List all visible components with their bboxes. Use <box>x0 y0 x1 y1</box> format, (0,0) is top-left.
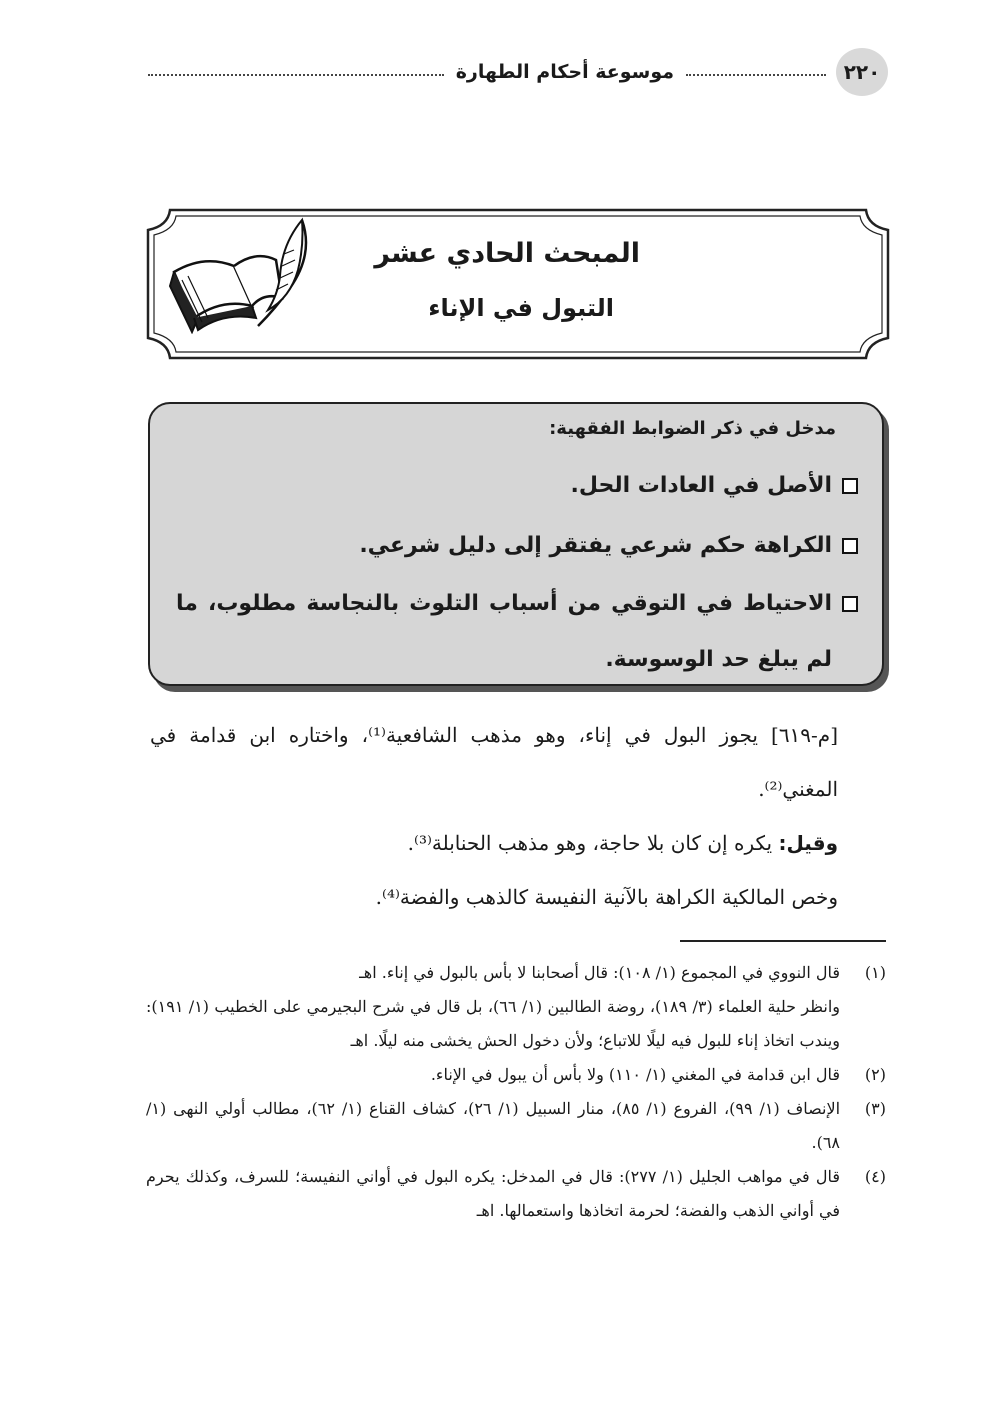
footnote <box>146 1092 886 1160</box>
footnote-body <box>146 1058 840 1092</box>
checkbox-icon <box>842 478 858 494</box>
chapter-title: التبول في الإناء <box>428 294 614 322</box>
rule-text: الكراهة حكم شرعي يفتقر إلى دليل شرعي. <box>359 533 832 558</box>
checkbox-icon <box>842 538 858 554</box>
footnote-body <box>146 956 840 1058</box>
footnote-line: قال في مواهب الجليل (١/ ٢٧٧): قال في المدخل: يكره البول في أواني النفيسة؛ للسرف، وكذلك يحرم في أواني الذهب والفضة؛ لحرمة اتخاذها واستعمالها. اهـ <box>146 1167 841 1220</box>
footnote-number: (٢) <box>864 1065 886 1084</box>
footnote-number: (١) <box>864 963 886 982</box>
opinion-lead: وقيل: <box>778 831 838 855</box>
rule-text: الاحتياط في التوقي من أسباب التلوث بالنجاسة مطلوب، ما لم يبلغ حد الوسوسة. <box>176 591 832 672</box>
running-title: موسوعة أحكام الطهارة <box>455 61 674 83</box>
footnote-separator <box>680 940 886 942</box>
rule-text: الأصل في العادات الحل. <box>570 473 832 498</box>
chapter-number-title: المبحث الحادي عشر <box>374 238 640 269</box>
footnote-line: قال ابن قدامة في المغني (١/ ١١٠) ولا بأس أن يبول في الإناء. <box>430 1065 840 1084</box>
footnote-number: (٤) <box>864 1167 886 1186</box>
paragraph-opinion <box>150 816 838 870</box>
footnote <box>146 1058 886 1092</box>
rules-heading: مدخل في ذكر الضوابط الفقهية: <box>549 418 836 439</box>
body-text <box>150 0 838 940</box>
page-number: ٢٢٠ <box>836 48 888 96</box>
footnote <box>146 956 886 1058</box>
footnote-body <box>146 1092 840 1160</box>
checkbox-icon <box>842 596 858 612</box>
opinion-text: يكره إن كان بلا حاجة، وهو مذهب الحنابلة⁽³⁾. <box>407 831 779 855</box>
footnote-line: وانظر حلية العلماء (٣/ ١٨٩)، روضة الطالبين (١/ ٦٦)، بل قال في شرح البجيرمي على الخطيب (١/ ١٩١): ويندب اتخاذ إناء للبول فيه ليلًا للاتباع؛ ولأن دخول الحش يخشى منه ليلًا. اهـ <box>146 997 841 1050</box>
paragraph-ruling: [م-٦١٩] يجوز البول في إناء، وهو مذهب الشافعية⁽¹⁾، واختاره ابن قدامة في المغني⁽²⁾. <box>150 723 838 801</box>
footnote-body <box>146 1160 840 1228</box>
paragraph-maliki: وخص المالكية الكراهة بالآنية النفيسة كالذهب والفضة⁽⁴⁾. <box>375 885 838 909</box>
footnote-line: الإنصاف (١/ ٩٩)، الفروع (١/ ٨٥)، منار السبيل (١/ ٢٦)، كشاف القناع (١/ ٦٢)، مطالب أولي النهى (١/ ٦٨). <box>146 1099 841 1152</box>
footnote <box>146 1160 886 1228</box>
footnote-line: قال النووي في المجموع (١/ ١٠٨): قال أصحابنا لا بأس بالبول في إناء. اهـ <box>359 963 840 982</box>
footnotes <box>146 956 886 1228</box>
footnote-number: (٣) <box>864 1099 886 1118</box>
